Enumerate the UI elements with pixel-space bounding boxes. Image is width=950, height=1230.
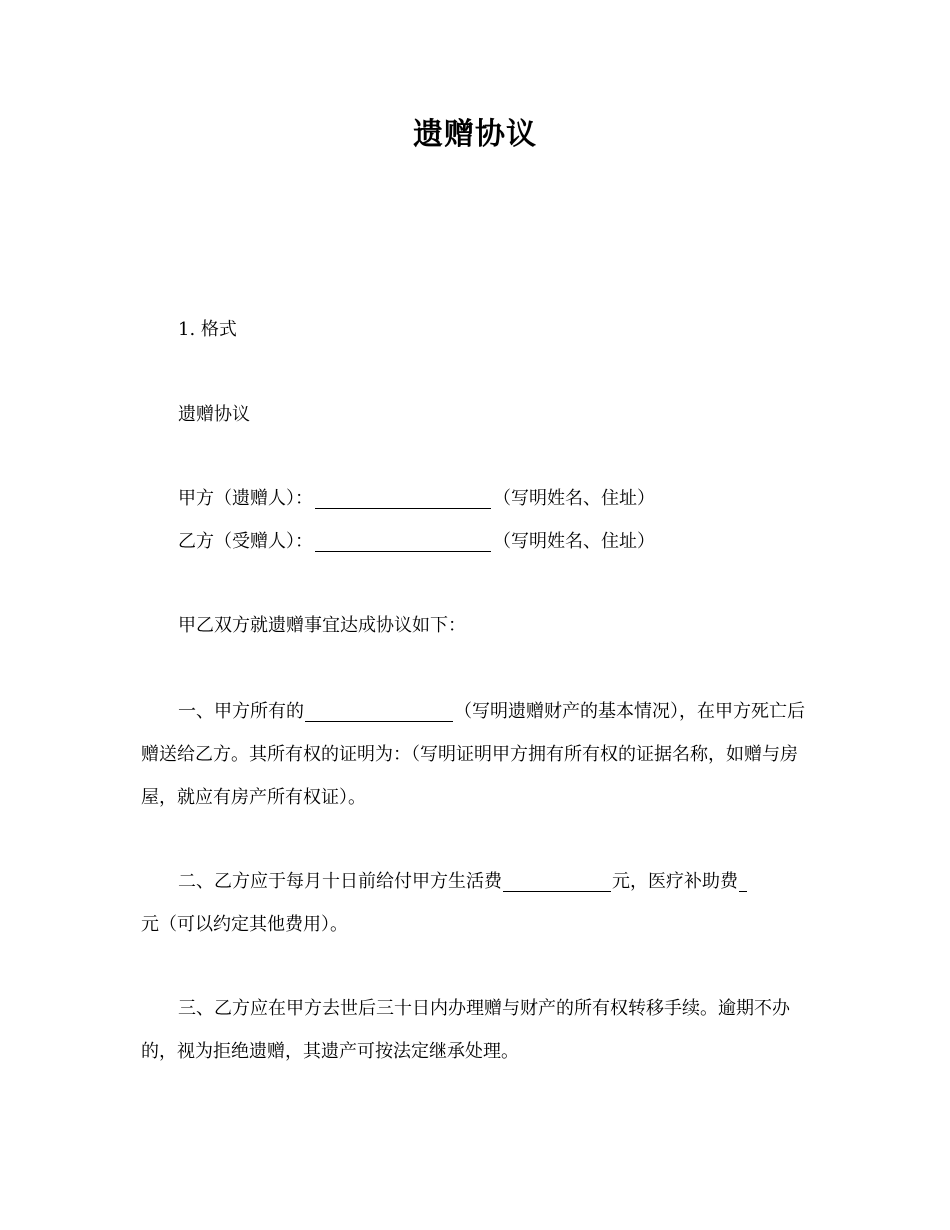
party-a-label: 甲方（遗赠人）：: [178, 488, 313, 509]
party-b-line: [178, 528, 858, 556]
living-expense-blank: [503, 872, 611, 892]
party-a-note: （写明姓名、住址）: [493, 488, 655, 509]
party-b-label: 乙方（受赠人）：: [178, 531, 313, 552]
property-blank: [305, 702, 453, 722]
clause-3-line-1: 三、乙方应在甲方去世后三十日内办理赠与财产的所有权转移手续。逾期不办: [178, 998, 790, 1019]
clause-2-line-1: [178, 868, 858, 896]
medical-expense-blank: [739, 872, 747, 892]
clause-1-line-2: 赠送给乙方。其所有权的证明为：（写明证明甲方拥有所有权的证据名称，如赠与房: [141, 744, 798, 765]
clause-1-prefix: 一、甲方所有的: [178, 701, 304, 722]
clause-3-line-2: 的，视为拒绝遗赠，其遗产可按法定继承处理。: [141, 1041, 519, 1062]
clause-2-prefix: 二、乙方应于每月十日前给付甲方生活费: [178, 871, 502, 892]
party-b-blank: [315, 532, 491, 552]
clause-1-line-1: [178, 698, 858, 726]
document-title: 遗赠协议: [413, 117, 537, 152]
clause-2-middle: 元，医疗补助费: [612, 871, 738, 892]
clause-1-line-3: 屋，就应有房产所有权证）。: [141, 787, 366, 808]
agreement-intro: 甲乙双方就遗赠事宜达成协议如下：: [178, 615, 466, 636]
clause-2-line-2: 元（可以约定其他费用）。: [141, 914, 348, 935]
party-a-line: [178, 485, 858, 513]
party-a-blank: [315, 489, 491, 509]
clause-1-rest: （写明遗赠财产的基本情况），在甲方死亡后: [454, 701, 805, 722]
agreement-subtitle: 遗赠协议: [178, 404, 250, 425]
party-b-note: （写明姓名、住址）: [493, 531, 655, 552]
section-heading: 1. 格式: [178, 319, 237, 340]
